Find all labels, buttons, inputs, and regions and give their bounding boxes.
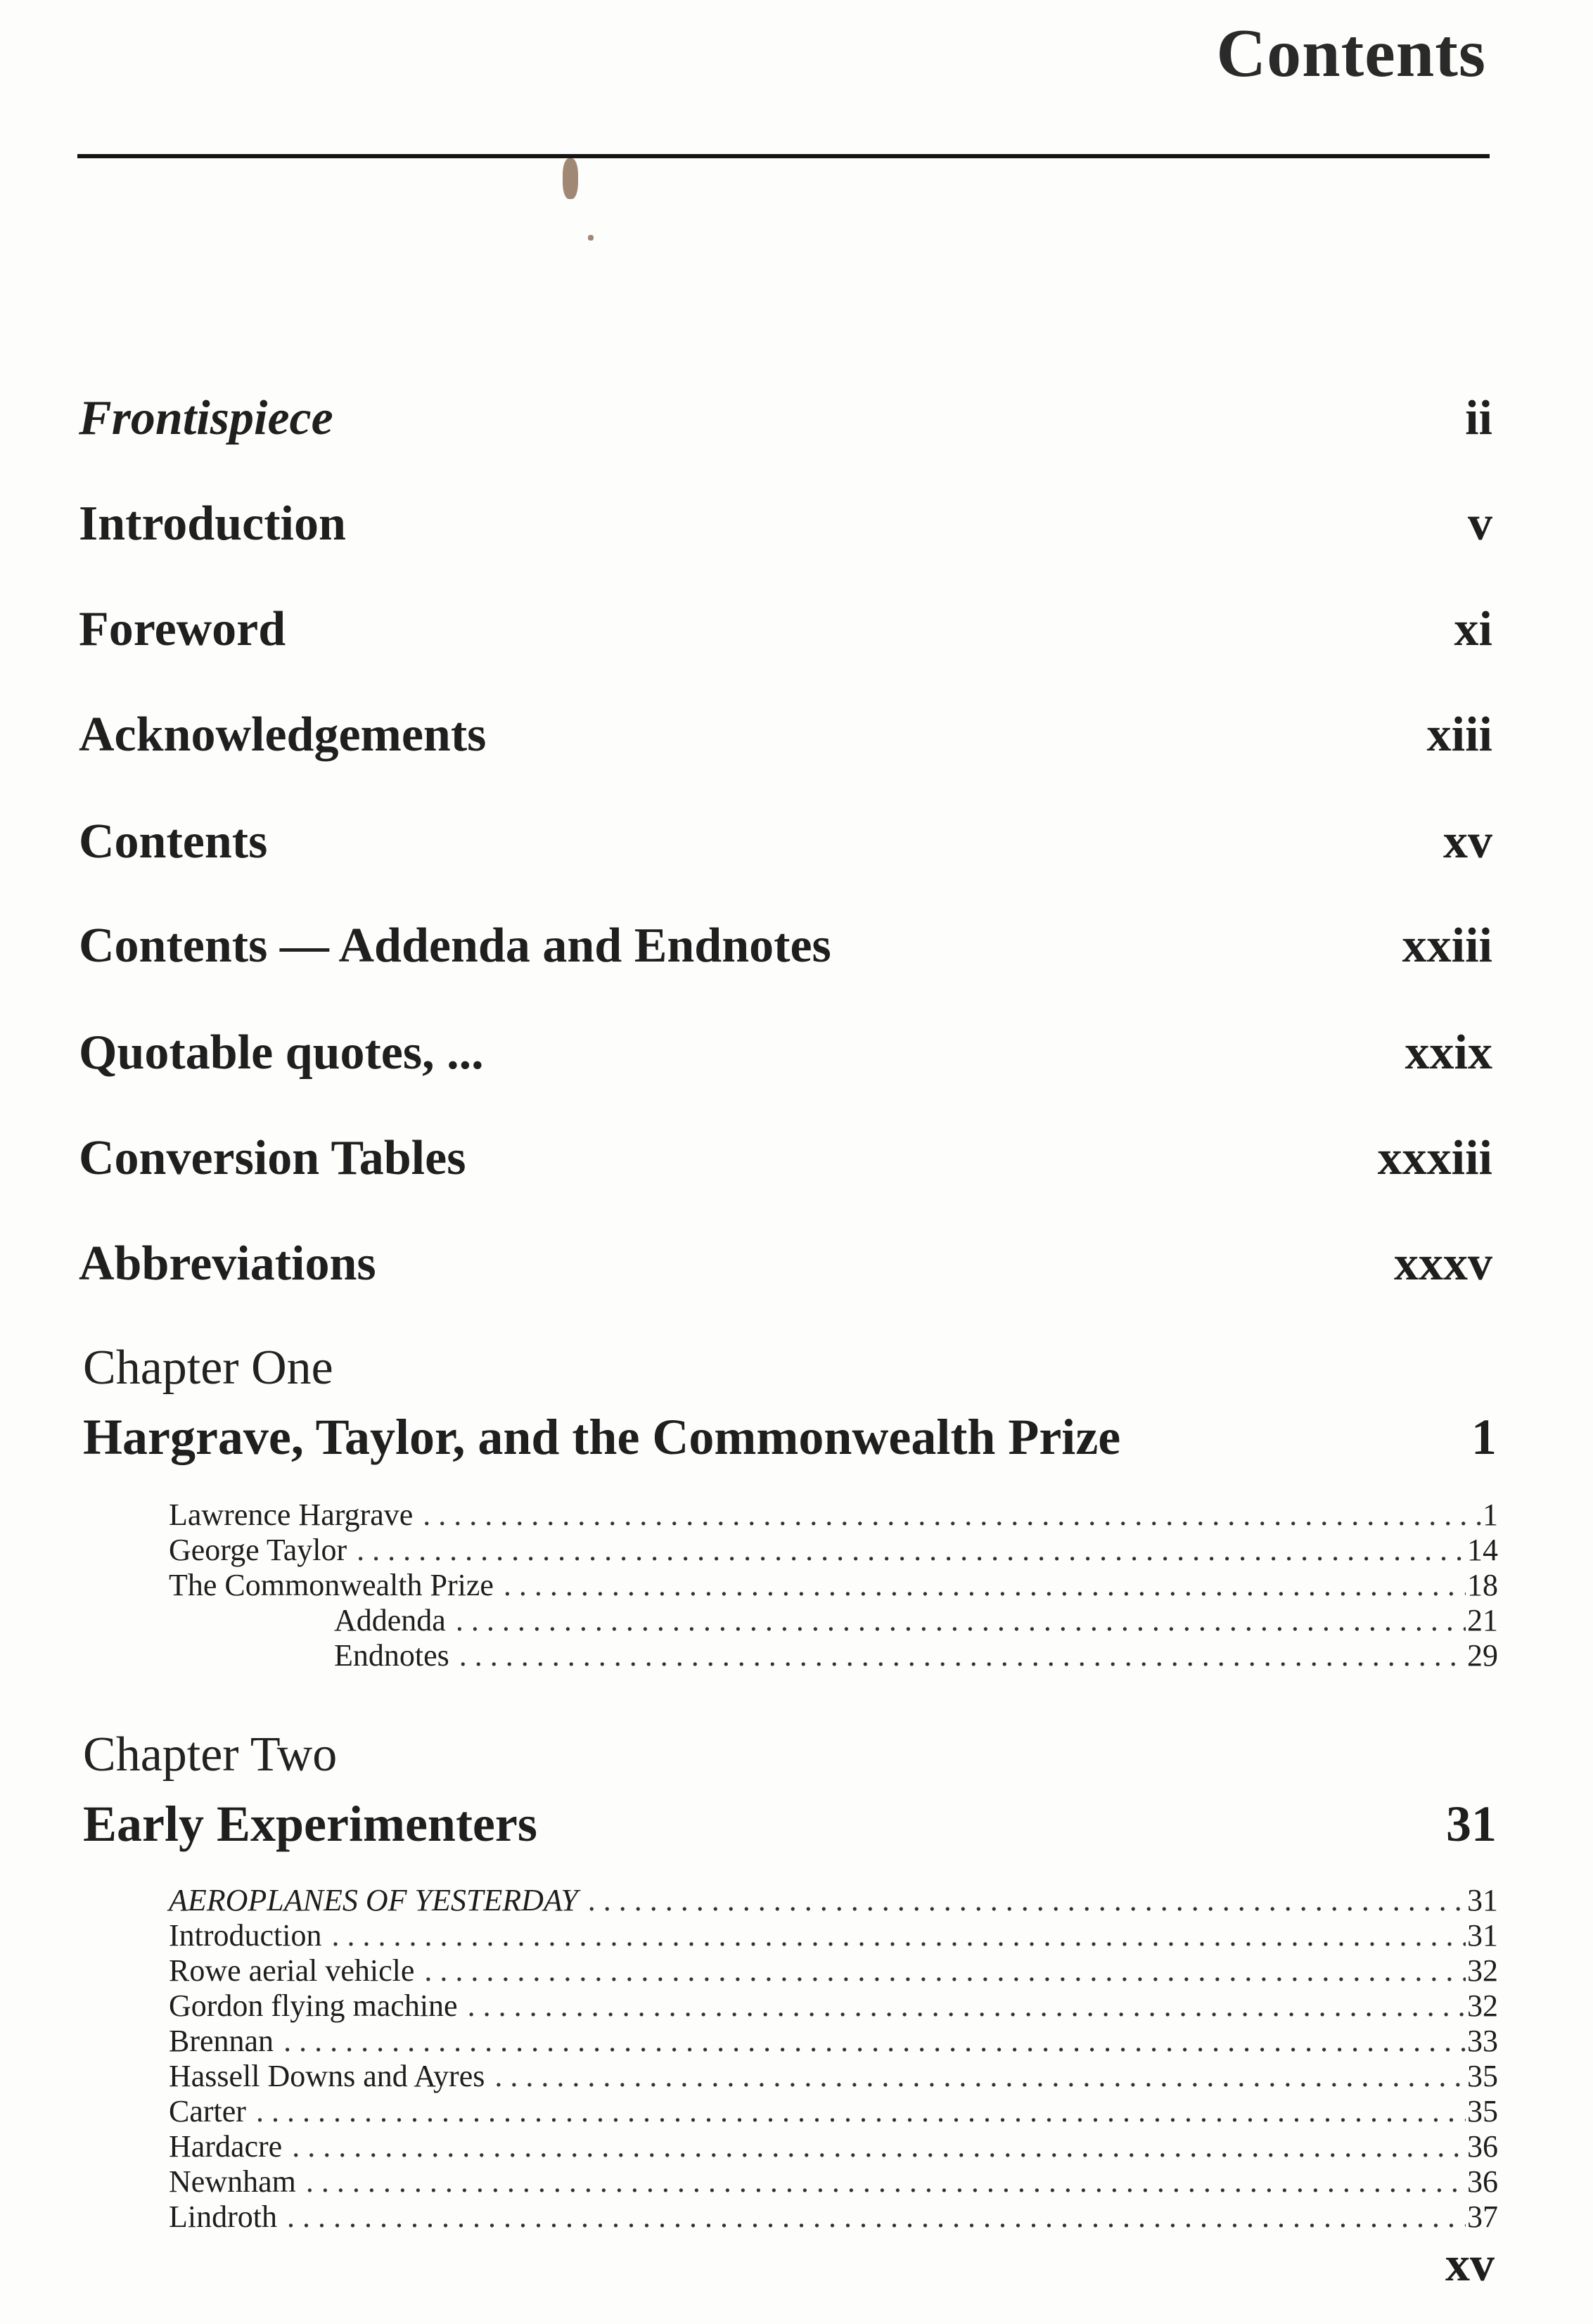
toc-sub-item[interactable]	[169, 1917, 1498, 1953]
dot-leader	[456, 1602, 1466, 1638]
chapter-page: 31	[1446, 1795, 1497, 1852]
toc-sub-item[interactable]	[169, 2164, 1498, 2199]
chapter-one-items	[169, 1497, 1498, 1673]
toc-entry-conversion-tables[interactable]	[79, 1127, 1492, 1190]
chapter-page: 1	[1471, 1408, 1497, 1465]
dot-leader	[283, 2023, 1466, 2059]
toc-entry-abbreviations[interactable]	[79, 1232, 1492, 1296]
toc-sub-page: 1	[1483, 1498, 1498, 1532]
dot-leader	[332, 1917, 1466, 1953]
toc-sub-item[interactable]	[169, 2058, 1498, 2093]
dot-leader	[423, 1497, 1481, 1533]
toc-entry-label: Acknowledgements	[79, 708, 487, 762]
toc-sub-label: The Commonwealth Prize	[169, 1568, 494, 1602]
page-folio: xv	[1445, 2237, 1495, 2292]
ink-smudge	[563, 158, 578, 199]
dot-leader	[357, 1532, 1466, 1568]
toc-sub-label: Newnham	[169, 2164, 296, 2199]
toc-sub-item[interactable]	[169, 1637, 1498, 1673]
chapter-title[interactable]	[83, 1790, 1497, 1858]
toc-sub-page: 35	[1467, 2094, 1498, 2128]
toc-sub-label: George Taylor	[169, 1533, 347, 1567]
chapter-title[interactable]	[83, 1403, 1497, 1471]
dot-leader	[287, 2199, 1466, 2235]
toc-sub-label: Lindroth	[169, 2200, 277, 2234]
dot-leader	[494, 2058, 1466, 2094]
toc-sub-label: Gordon flying machine	[169, 1988, 458, 2023]
toc-sub-page: 21	[1467, 1603, 1498, 1637]
toc-sub-page: 37	[1467, 2200, 1498, 2234]
toc-sub-label: Endnotes	[334, 1638, 449, 1673]
toc-sub-page: 33	[1467, 2024, 1498, 2058]
toc-sub-item[interactable]	[169, 1497, 1498, 1532]
toc-sub-item[interactable]	[169, 2199, 1498, 2234]
chapter-title-text: Hargrave, Taylor, and the Commonwealth Prize	[83, 1408, 1121, 1465]
toc-entry-page: xxxiii	[1377, 1131, 1492, 1185]
toc-entry-label: Contents	[79, 815, 268, 869]
page-title: Contents	[1216, 15, 1486, 91]
toc-sub-page: 14	[1467, 1533, 1498, 1567]
toc-entry-label: Foreword	[79, 602, 286, 656]
dot-leader	[459, 1637, 1466, 1673]
toc-entry-quotable-quotes[interactable]	[79, 1021, 1492, 1085]
toc-entry-page: xxxv	[1394, 1237, 1492, 1291]
toc-sub-item[interactable]	[169, 1953, 1498, 1988]
toc-sub-page: 18	[1467, 1568, 1498, 1602]
toc-sub-label: Hassell Downs and Ayres	[169, 2059, 485, 2093]
toc-entry-label: Contents — Addenda and Endnotes	[79, 919, 831, 973]
toc-entry-label: Introduction	[79, 497, 346, 551]
toc-entry-introduction[interactable]	[79, 492, 1492, 556]
dot-leader	[256, 2093, 1466, 2129]
toc-entry-label: Frontispiece	[79, 391, 333, 445]
toc-sub-label: Introduction	[169, 1918, 322, 1953]
chapter-two-items	[169, 1882, 1498, 2234]
ink-dot	[588, 235, 594, 241]
chapter-number: Chapter One	[83, 1341, 333, 1395]
toc-entry-page: xxiii	[1402, 919, 1492, 973]
toc-entry-contents-addenda[interactable]	[79, 914, 1492, 978]
header-rule	[77, 154, 1490, 158]
chapter-title-text: Early Experimenters	[83, 1795, 537, 1852]
toc-sub-item[interactable]	[169, 1567, 1498, 1602]
toc-entry-frontispiece[interactable]	[79, 387, 1492, 450]
dot-leader	[504, 1567, 1466, 1603]
toc-sub-item[interactable]	[169, 2023, 1498, 2058]
dot-leader	[424, 1953, 1466, 1988]
toc-entry-page: v	[1468, 497, 1492, 551]
toc-sub-page: 31	[1467, 1918, 1498, 1953]
toc-sub-page: 31	[1467, 1883, 1498, 1917]
toc-sub-page: 32	[1467, 1988, 1498, 2023]
toc-sub-item[interactable]	[169, 1882, 1498, 1917]
toc-entry-page: xiii	[1426, 708, 1492, 762]
toc-sub-item[interactable]	[169, 1988, 1498, 2023]
toc-sub-page: 32	[1467, 1953, 1498, 1988]
toc-sub-label: Lawrence Hargrave	[169, 1498, 414, 1532]
toc-sub-label: Hardacre	[169, 2129, 283, 2164]
toc-entry-label: Abbreviations	[79, 1237, 376, 1291]
toc-entry-foreword[interactable]	[79, 598, 1492, 661]
toc-entry-page: ii	[1465, 391, 1492, 445]
toc-sub-item[interactable]	[169, 2093, 1498, 2128]
dot-leader	[468, 1988, 1466, 2024]
dot-leader	[306, 2164, 1466, 2200]
toc-sub-page: 36	[1467, 2164, 1498, 2199]
toc-sub-label: Carter	[169, 2094, 246, 2128]
toc-entry-label: Quotable quotes, ...	[79, 1026, 484, 1080]
toc-sub-page: 35	[1467, 2059, 1498, 2093]
toc-sub-label: Rowe aerial vehicle	[169, 1953, 415, 1988]
toc-entry-label: Conversion Tables	[79, 1131, 466, 1185]
toc-sub-label: AEROPLANES OF YESTERDAY	[169, 1883, 578, 1917]
dot-leader	[292, 2128, 1466, 2164]
toc-entry-page: xxix	[1405, 1026, 1492, 1080]
toc-entry-contents[interactable]	[79, 810, 1492, 874]
toc-entry-page: xi	[1454, 602, 1492, 656]
toc-entry-acknowledgements[interactable]	[79, 703, 1492, 767]
toc-sub-item[interactable]	[169, 1602, 1498, 1637]
toc-sub-item[interactable]	[169, 1532, 1498, 1567]
toc-sub-page: 36	[1467, 2129, 1498, 2164]
dot-leader	[588, 1882, 1466, 1918]
chapter-number: Chapter Two	[83, 1728, 338, 1782]
toc-sub-label: Brennan	[169, 2024, 274, 2058]
toc-sub-page: 29	[1467, 1638, 1498, 1673]
toc-sub-item[interactable]	[169, 2128, 1498, 2164]
toc-entry-page: xv	[1443, 815, 1492, 869]
toc-sub-label: Addenda	[334, 1603, 446, 1637]
